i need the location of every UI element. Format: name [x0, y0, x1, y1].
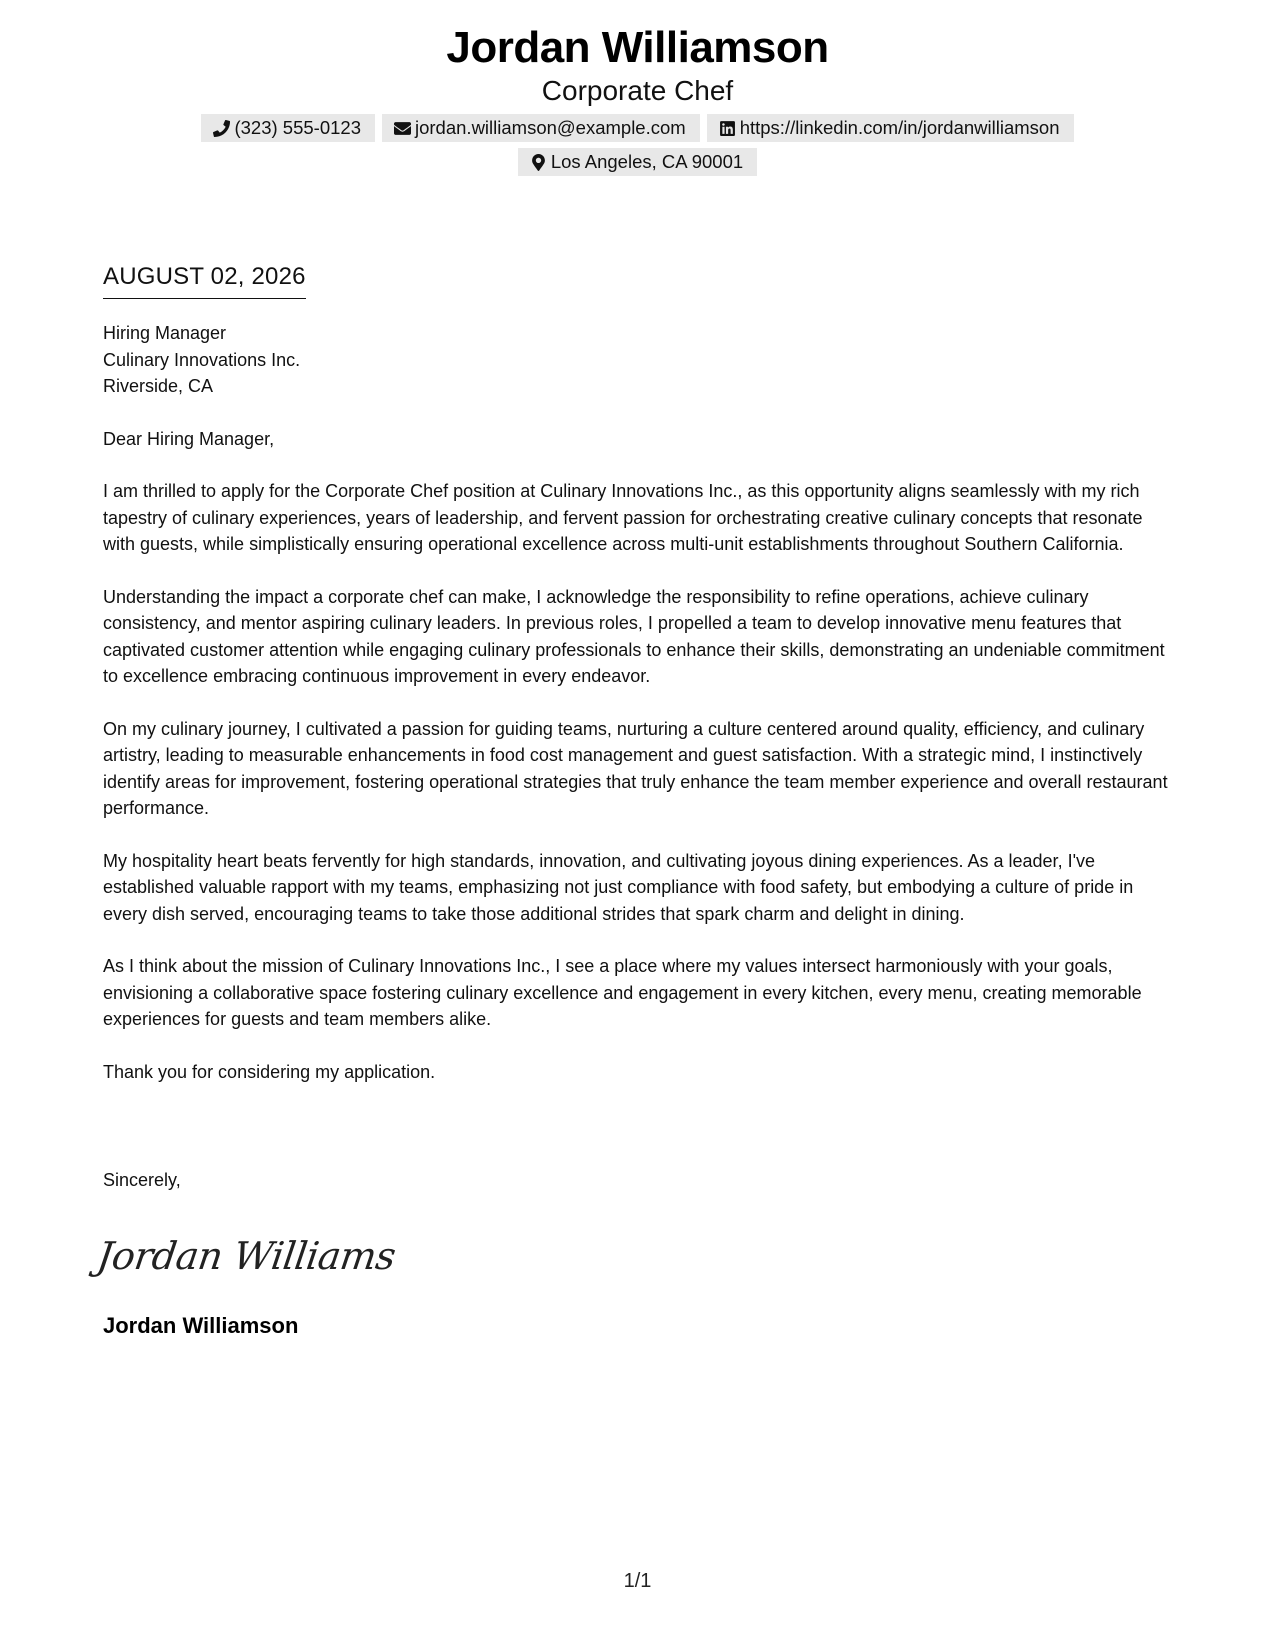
linkedin-icon	[719, 120, 736, 137]
map-pin-icon	[530, 154, 547, 171]
contact-chip-location	[518, 148, 757, 176]
envelope-icon	[394, 120, 411, 137]
contact-row-1	[0, 114, 1275, 142]
body-paragraph: I am thrilled to apply for the Corporate Chef position at Culinary Innovations Inc., as this opportunity aligns seamlessly with my rich tapestry of culinary experiences, years of leadership, and fervent passion for orchestrating creative culinary concepts that resonate with guests, while simplistically ensuring operational excellence across multi-unit establishments throughout Southern California.	[103, 481, 1143, 554]
body-paragraph: Thank you for considering my application.	[103, 1061, 436, 1082]
closing: Sincerely,	[103, 1170, 181, 1190]
salutation: Dear Hiring Manager,	[103, 428, 275, 449]
recipient-line: Riverside, CA	[103, 376, 214, 396]
contact-linkedin-text: https://linkedin.com/in/jordanwilliamson	[739, 117, 1060, 138]
body-paragraph: My hospitality heart beats fervently for high standards, innovation, and cultivating joyous dining experiences. As a leader, I've established valuable rapport with my teams, emphasizing not just compliance with food safety, but embodying a culture of pride in every dish served, encouraging teams to take those additional strides that spark charm and delight in dining.	[103, 850, 1134, 924]
phone-icon	[213, 120, 230, 137]
contact-phone-text: (323) 555-0123	[234, 117, 361, 138]
contact-email-text: jordan.williamson@example.com	[415, 117, 686, 138]
contact-chip-linkedin	[707, 114, 1074, 142]
contact-location-text: Los Angeles, CA 90001	[550, 151, 744, 172]
body-paragraph: Understanding the impact a corporate chef can make, I acknowledge the responsibility to refine operations, achieve culinary consistency, and mentor aspiring culinary leaders. In previous roles, I propelled a team to develop innovative menu features that captivated customer attention while engaging culinary professionals to enhance their skills, demonstrating an undeniable commitment to excellence embracing continuous improvement in every endeavor.	[103, 586, 1165, 686]
date-block	[103, 262, 306, 299]
job-title: Corporate Chef	[541, 75, 734, 106]
letter-date: AUGUST 02, 2026	[103, 262, 306, 299]
contact-row-2	[0, 148, 1275, 176]
signer-name: Jordan Williamson	[103, 1313, 299, 1338]
page-number: 1/1	[623, 1570, 652, 1592]
letter-body	[103, 320, 1178, 1085]
contact-chip-email	[382, 114, 700, 142]
recipient-line: Culinary Innovations Inc.	[103, 349, 301, 370]
recipient-line: Hiring Manager	[103, 323, 227, 343]
body-paragraph: On my culinary journey, I cultivated a passion for guiding teams, nurturing a culture centered around quality, efficiency, and culinary artistry, leading to measurable enhancements in food cost management and guest satisfaction. With a strategic mind, I instinctively identify areas for improvement, fostering operational strategies that truly enhance the team member experience and overall restaurant performance.	[103, 718, 1168, 818]
letter-header	[0, 22, 1275, 176]
contact-chip-phone	[201, 114, 375, 142]
signature-image	[94, 1225, 398, 1285]
handwritten-signature	[94, 1225, 398, 1290]
recipient-block	[103, 320, 1178, 400]
body-paragraph: As I think about the mission of Culinary Innovations Inc., I see a place where my values intersect harmoniously with your goals, envisioning a collaborative space fostering culinary excellence and engagement in every kitchen, every menu, creating memorable experiences for guests and team members alike.	[103, 956, 1142, 1029]
applicant-name: Jordan Williamson	[446, 23, 829, 72]
svg-text:Jordan Williams: Jordan Williams	[94, 1235, 398, 1279]
